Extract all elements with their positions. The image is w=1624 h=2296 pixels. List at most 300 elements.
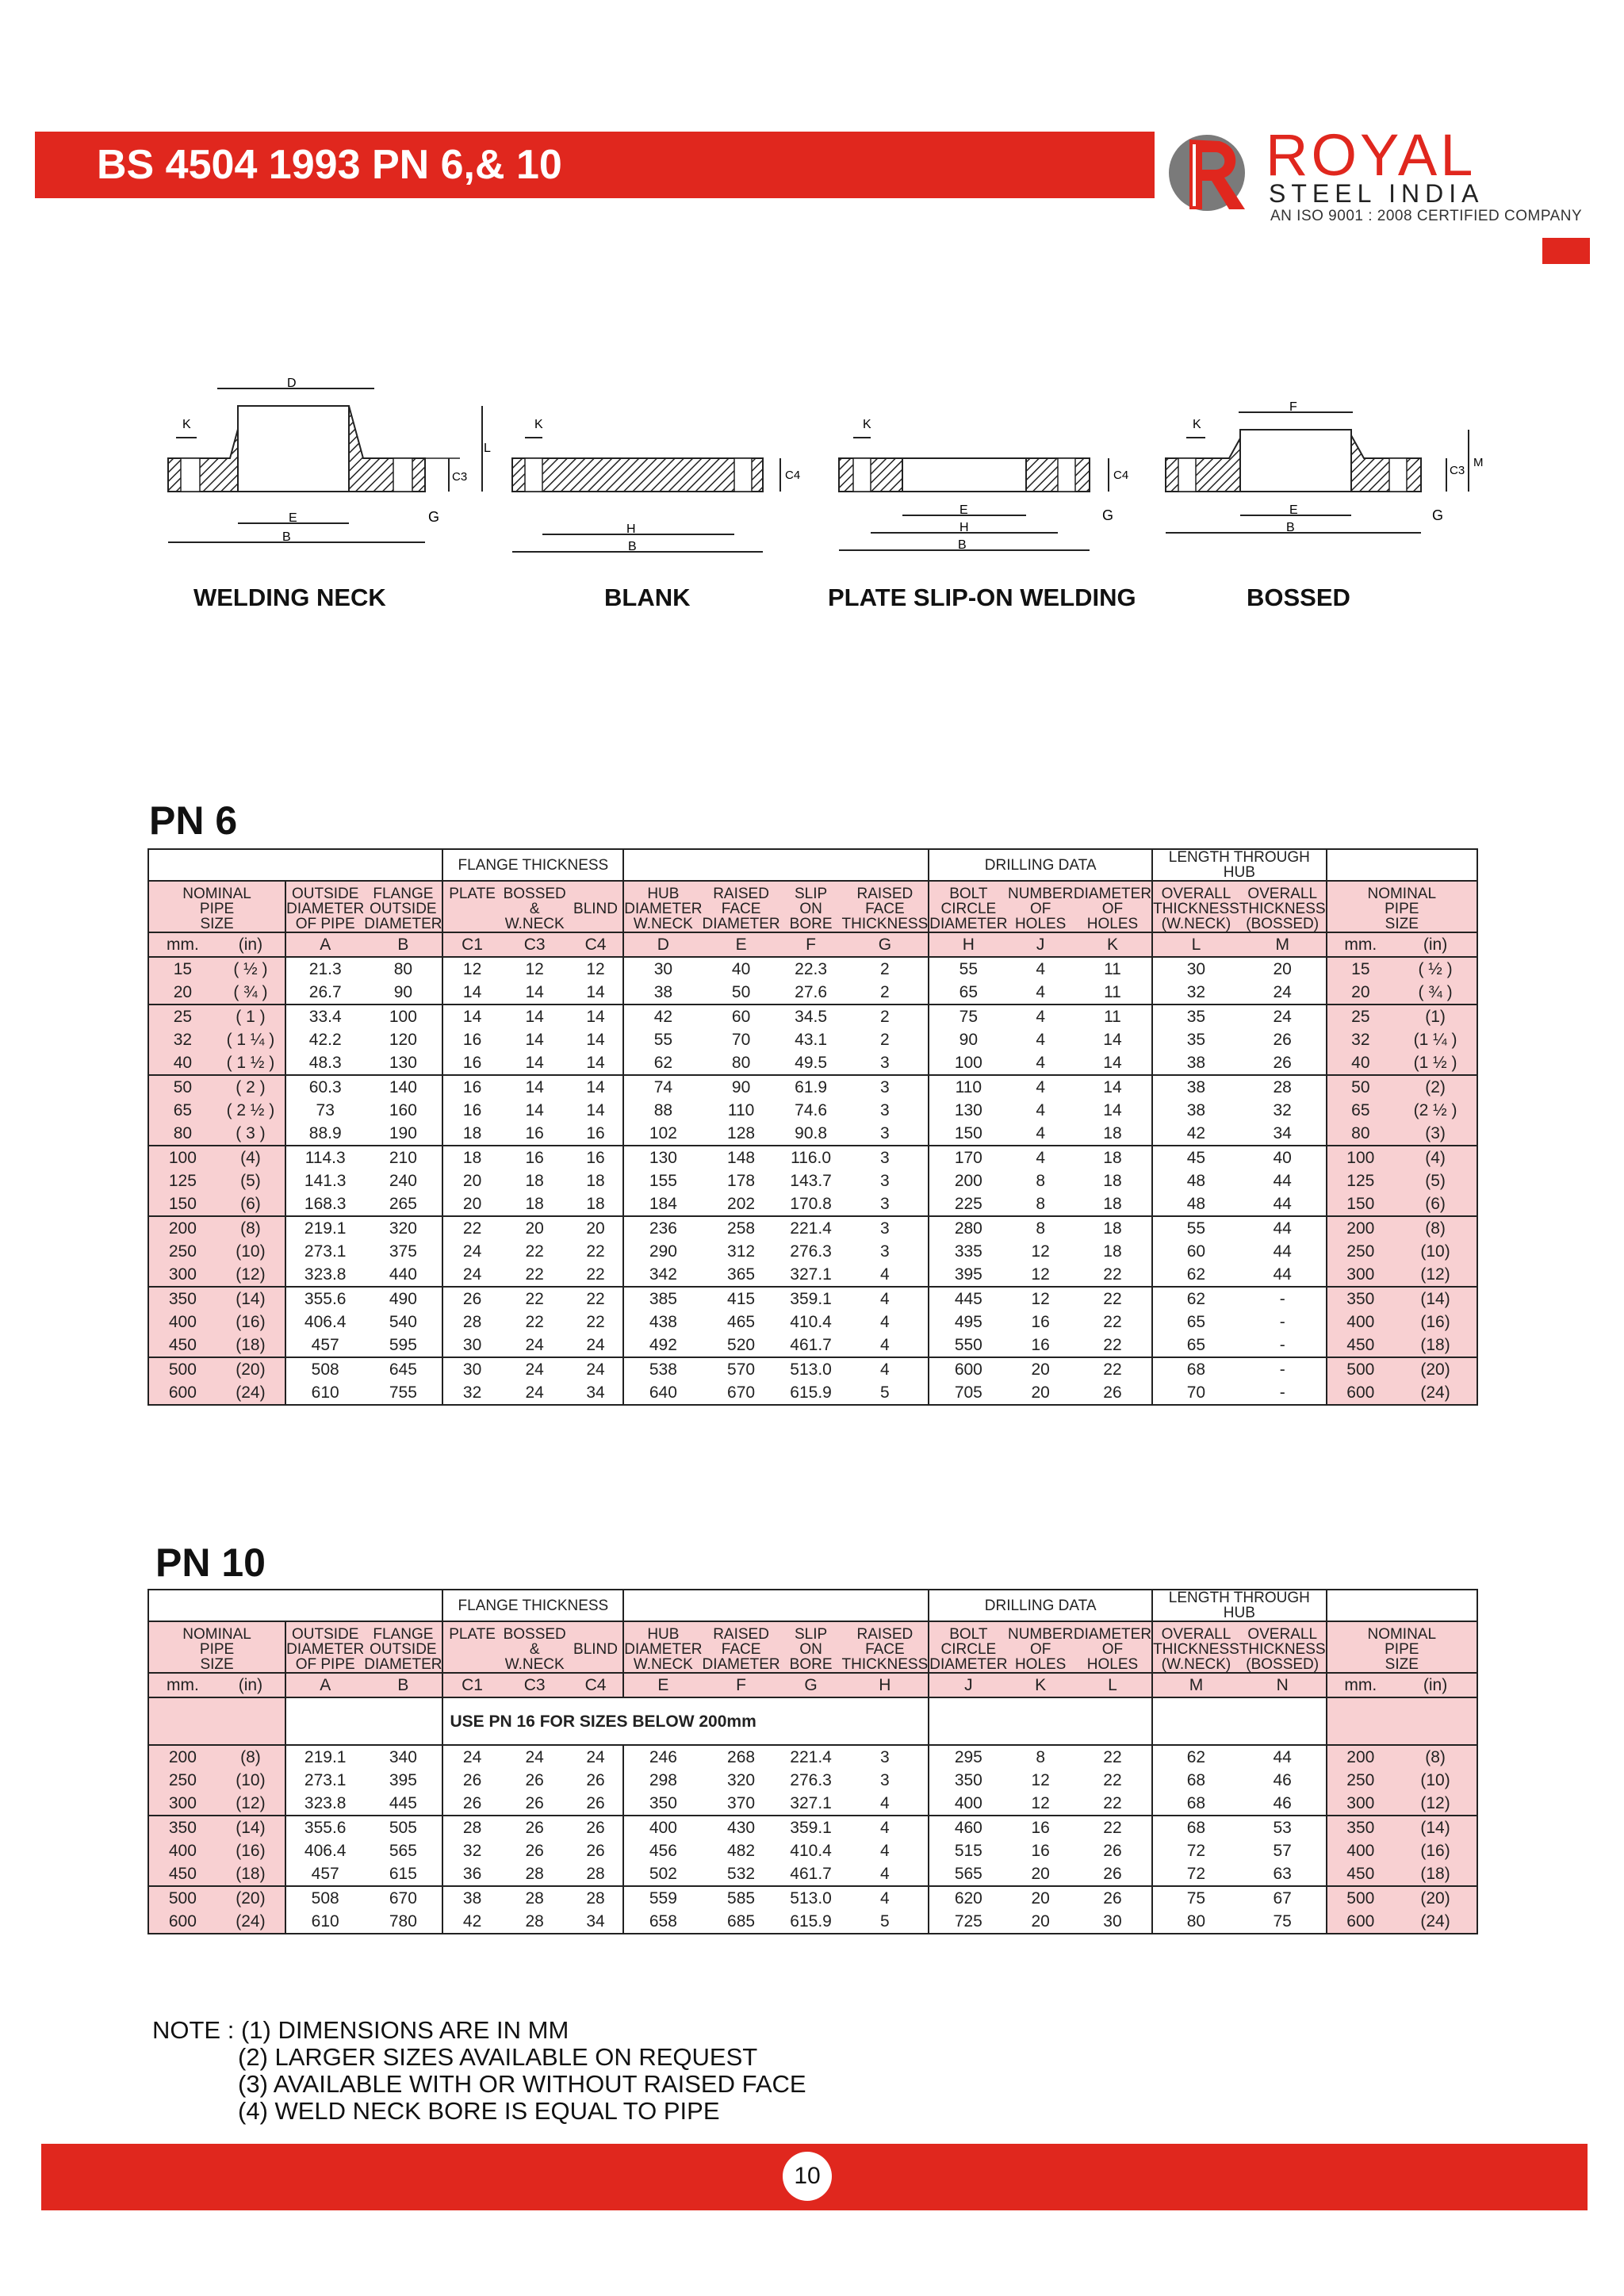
table-cell: 20	[1007, 1910, 1073, 1934]
column-letter: C4	[569, 932, 624, 957]
table-cell: 258	[702, 1216, 779, 1240]
table-cell: 600	[148, 1910, 216, 1934]
group-drilling-data: DRILLING DATA	[929, 849, 1152, 881]
table-cell: 73	[285, 1099, 364, 1122]
table-cell: (1 ¼ )	[1394, 1028, 1477, 1051]
table-cell: 16	[1007, 1334, 1073, 1357]
group-drilling-data: DRILLING DATA	[929, 1590, 1152, 1621]
table-cell: (14)	[216, 1816, 285, 1839]
table-cell: 62	[623, 1051, 702, 1075]
table-cell: 406.4	[285, 1839, 364, 1862]
table-cell: (18)	[216, 1862, 285, 1886]
head-bossed-wneck: BOSSED & W.NECK	[501, 1621, 569, 1673]
table-cell: 4	[842, 1886, 929, 1910]
table-cell: 615.9	[780, 1910, 842, 1934]
table-cell: 20	[1327, 981, 1395, 1004]
table-cell: 18	[1074, 1146, 1152, 1169]
table-cell: 513.0	[780, 1357, 842, 1381]
table-row	[148, 1769, 1477, 1792]
table-cell: 24	[501, 1381, 569, 1405]
table-cell: 4	[1007, 1051, 1073, 1075]
svg-text:B: B	[958, 538, 967, 552]
note-4: (4) WELD NECK BORE IS EQUAL TO PIPE	[238, 2097, 720, 2125]
table-cell: 40	[1327, 1051, 1395, 1075]
table-cell: 400	[929, 1792, 1007, 1816]
column-letter: M	[1152, 1673, 1239, 1697]
table-cell: 200	[148, 1745, 216, 1769]
table-cell: 34	[569, 1381, 624, 1405]
table-cell: 22	[1074, 1816, 1152, 1839]
head-number-of-holes: NUMBER OF HOLES	[1007, 881, 1073, 932]
table-cell: 461.7	[780, 1862, 842, 1886]
table-cell: 33.4	[285, 1004, 364, 1028]
table-cell: 32	[442, 1381, 500, 1405]
table-cell: 300	[1327, 1263, 1395, 1287]
table-cell: 120	[364, 1028, 442, 1051]
logo-r-icon	[1162, 124, 1258, 219]
table-cell: 200	[1327, 1745, 1395, 1769]
table-cell: 20	[442, 1169, 500, 1192]
table-cell: 14	[1074, 1028, 1152, 1051]
table-cell: 30	[442, 1334, 500, 1357]
table-cell: 12	[1007, 1769, 1073, 1792]
table-cell: -	[1239, 1287, 1327, 1311]
table-cell: ( 1 ½ )	[216, 1051, 285, 1075]
table-row	[148, 1334, 1477, 1357]
table-cell: 26	[501, 1769, 569, 1792]
table-cell: 4	[842, 1792, 929, 1816]
table-cell: 298	[623, 1769, 702, 1792]
table-cell: 42	[1152, 1122, 1239, 1146]
table-cell: 20	[442, 1192, 500, 1216]
table-cell: 570	[702, 1357, 779, 1381]
table-cell: 3	[842, 1216, 929, 1240]
head-overall-thickness-wneck: OVERALL THICKNESS (W.NECK)	[1152, 1621, 1239, 1673]
table-cell: 450	[148, 1334, 216, 1357]
table-cell: 150	[1327, 1192, 1395, 1216]
table-cell: 273.1	[285, 1240, 364, 1263]
table-cell: 395	[364, 1769, 442, 1792]
table-row	[148, 981, 1477, 1004]
table-cell: 3	[842, 1769, 929, 1792]
table-cell: 75	[1152, 1886, 1239, 1910]
table-cell: 32	[1239, 1099, 1327, 1122]
column-letter: E	[702, 932, 779, 957]
table-cell: 4	[1007, 957, 1073, 981]
table-cell: 18	[442, 1122, 500, 1146]
table-cell: 502	[623, 1862, 702, 1886]
table-cell: (8)	[1394, 1745, 1477, 1769]
pn6-column-letters	[148, 932, 1477, 957]
table-cell: 22	[1074, 1287, 1152, 1311]
table-cell: 440	[364, 1263, 442, 1287]
table-cell: (24)	[1394, 1381, 1477, 1405]
table-cell: (6)	[1394, 1192, 1477, 1216]
table-cell: 150	[148, 1192, 216, 1216]
table-cell: 645	[364, 1357, 442, 1381]
table-cell: 26	[1239, 1051, 1327, 1075]
table-cell: 26	[569, 1839, 624, 1862]
table-row	[148, 1910, 1477, 1934]
table-cell: (24)	[216, 1910, 285, 1934]
svg-text:D: D	[287, 377, 297, 390]
table-cell: 4	[1007, 1028, 1073, 1051]
table-cell: 8	[1007, 1169, 1073, 1192]
table-cell: 355.6	[285, 1287, 364, 1311]
table-cell: 250	[1327, 1240, 1395, 1263]
table-cell: 492	[623, 1334, 702, 1357]
table-cell: (2)	[1394, 1075, 1477, 1099]
table-cell: 38	[1152, 1099, 1239, 1122]
table-cell: (10)	[1394, 1769, 1477, 1792]
group-flange-thickness: FLANGE THICKNESS	[442, 849, 623, 881]
svg-text:E: E	[1289, 503, 1298, 517]
table-cell: 513.0	[780, 1886, 842, 1910]
table-cell: 323.8	[285, 1263, 364, 1287]
table-cell: 21.3	[285, 957, 364, 981]
table-cell: (12)	[216, 1263, 285, 1287]
table-cell: 38	[1152, 1051, 1239, 1075]
table-cell: 515	[929, 1839, 1007, 1862]
table-cell: 16	[442, 1099, 500, 1122]
table-cell: 80	[1152, 1910, 1239, 1934]
table-cell: 359.1	[780, 1287, 842, 1311]
head-bolt-circle-diameter: BOLT CIRCLE DIAMETER	[929, 881, 1007, 932]
head-blind: BLIND	[569, 1621, 624, 1673]
table-cell: 16	[1007, 1311, 1073, 1334]
table-cell: 14	[569, 1028, 624, 1051]
table-row	[148, 1287, 1477, 1311]
table-cell: 90	[364, 981, 442, 1004]
table-cell: 184	[623, 1192, 702, 1216]
table-cell: 540	[364, 1311, 442, 1334]
head-plate: PLATE	[442, 881, 500, 932]
head-overall-thickness-wneck: OVERALL THICKNESS (W.NECK)	[1152, 881, 1239, 932]
table-cell: (18)	[1394, 1334, 1477, 1357]
table-cell: 22.3	[780, 957, 842, 981]
table-cell: ( ¾ )	[1394, 981, 1477, 1004]
table-cell: 65	[1152, 1334, 1239, 1357]
table-cell: 350	[1327, 1816, 1395, 1839]
table-cell: 20	[1007, 1381, 1073, 1405]
table-cell: 30	[1074, 1910, 1152, 1934]
table-cell: 14	[1074, 1099, 1152, 1122]
table-cell: 200	[1327, 1216, 1395, 1240]
table-cell: 350	[929, 1769, 1007, 1792]
table-cell: 20	[1007, 1886, 1073, 1910]
svg-text:K: K	[534, 418, 543, 431]
page-title: BS 4504 1993 PN 6,& 10	[97, 142, 562, 188]
table-cell: 16	[442, 1075, 500, 1099]
table-cell: 400	[148, 1839, 216, 1862]
table-cell: -	[1239, 1381, 1327, 1405]
table-cell: (8)	[216, 1745, 285, 1769]
table-cell: 14	[569, 1051, 624, 1075]
table-cell: 26	[501, 1816, 569, 1839]
accent-square	[1542, 238, 1590, 264]
table-cell: 705	[929, 1381, 1007, 1405]
table-cell: (20)	[1394, 1886, 1477, 1910]
table-cell: 32	[1152, 981, 1239, 1004]
table-cell: (3)	[1394, 1122, 1477, 1146]
head-raised-face-diameter: RAISED FACE DIAMETER	[702, 1621, 779, 1673]
table-cell: 68	[1152, 1816, 1239, 1839]
pn10-column-letters	[148, 1673, 1477, 1697]
table-cell: ( ½ )	[216, 957, 285, 981]
table-cell: 460	[929, 1816, 1007, 1839]
table-cell: 65	[929, 981, 1007, 1004]
table-row	[148, 1004, 1477, 1028]
table-cell: 34.5	[780, 1004, 842, 1028]
table-cell: 250	[148, 1769, 216, 1792]
table-cell: 18	[501, 1192, 569, 1216]
table-cell: 410.4	[780, 1839, 842, 1862]
table-cell: 130	[623, 1146, 702, 1169]
table-cell: 300	[148, 1263, 216, 1287]
table-cell: 550	[929, 1334, 1007, 1357]
table-cell: 370	[702, 1792, 779, 1816]
table-cell: 12	[1007, 1287, 1073, 1311]
table-cell: 615	[364, 1862, 442, 1886]
head-outside-diameter-pipe: OUTSIDE DIAMETER OF PIPE	[285, 881, 364, 932]
table-cell: 14	[501, 1004, 569, 1028]
table-cell: 2	[842, 957, 929, 981]
table-cell: 72	[1152, 1839, 1239, 1862]
head-bolt-circle-diameter: BOLT CIRCLE DIAMETER	[929, 1621, 1007, 1673]
table-cell: 18	[1074, 1169, 1152, 1192]
table-cell: 490	[364, 1287, 442, 1311]
column-letter: K	[1074, 932, 1152, 957]
table-cell: 4	[842, 1263, 929, 1287]
table-cell: 35	[1152, 1004, 1239, 1028]
table-cell: 18	[501, 1169, 569, 1192]
table-cell: (12)	[1394, 1263, 1477, 1287]
diagram-label-blank: BLANK	[604, 584, 691, 611]
table-cell: 125	[148, 1169, 216, 1192]
note-3: (3) AVAILABLE WITH OR WITHOUT RAISED FACE	[238, 2070, 806, 2098]
table-cell: 90	[702, 1075, 779, 1099]
table-cell: 450	[148, 1862, 216, 1886]
table-cell: 38	[442, 1886, 500, 1910]
column-letter: mm.	[1327, 932, 1395, 957]
table-cell: 375	[364, 1240, 442, 1263]
table-cell: (20)	[1394, 1357, 1477, 1381]
table-cell: 26	[501, 1792, 569, 1816]
table-cell: (16)	[1394, 1311, 1477, 1334]
diagram-label-plate-slip-on: PLATE SLIP-ON WELDING	[828, 584, 1136, 611]
table-cell: 27.6	[780, 981, 842, 1004]
table-cell: 250	[1327, 1769, 1395, 1792]
table-cell: 102	[623, 1122, 702, 1146]
head-overall-thickness-bossed: OVERALL THICKNESS (BOSSED)	[1239, 1621, 1327, 1673]
table-cell: 61.9	[780, 1075, 842, 1099]
table-cell: 500	[148, 1357, 216, 1381]
table-cell: 65	[1327, 1099, 1395, 1122]
table-cell: 538	[623, 1357, 702, 1381]
table-cell: 60.3	[285, 1075, 364, 1099]
table-cell: 70	[1152, 1381, 1239, 1405]
table-cell: 178	[702, 1169, 779, 1192]
table-cell: 22	[569, 1263, 624, 1287]
table-cell: 190	[364, 1122, 442, 1146]
table-cell: 68	[1152, 1357, 1239, 1381]
table-cell: (5)	[1394, 1169, 1477, 1192]
column-letter: (in)	[1394, 932, 1477, 957]
table-cell: 70	[702, 1028, 779, 1051]
group-length-through-hub: LENGTH THROUGH HUB	[1152, 849, 1327, 881]
table-cell: (5)	[216, 1169, 285, 1192]
table-cell: 595	[364, 1334, 442, 1357]
table-cell: 18	[1074, 1240, 1152, 1263]
note-1: NOTE : (1) DIMENSIONS ARE IN MM	[152, 2016, 569, 2044]
table-cell: 34	[569, 1910, 624, 1934]
note-2: (2) LARGER SIZES AVAILABLE ON REQUEST	[238, 2043, 758, 2071]
table-cell: 141.3	[285, 1169, 364, 1192]
table-cell: 445	[929, 1287, 1007, 1311]
logo-wordmark: ROYAL	[1266, 122, 1477, 188]
table-cell: 60	[702, 1004, 779, 1028]
table-cell: 456	[623, 1839, 702, 1862]
table-cell: 532	[702, 1862, 779, 1886]
table-cell: 3	[842, 1240, 929, 1263]
table-cell: (10)	[216, 1240, 285, 1263]
table-cell: 24	[1239, 1004, 1327, 1028]
table-cell: 12	[1007, 1792, 1073, 1816]
pn10-note-row	[148, 1697, 1477, 1745]
table-cell: 3	[842, 1169, 929, 1192]
table-cell: -	[1239, 1334, 1327, 1357]
table-cell: 14	[569, 1075, 624, 1099]
table-cell: 3	[842, 1075, 929, 1099]
table-cell: 28	[501, 1886, 569, 1910]
table-cell: 280	[929, 1216, 1007, 1240]
table-cell: 45	[1152, 1146, 1239, 1169]
diagram-label-welding-neck: WELDING NECK	[193, 584, 386, 611]
table-cell: 202	[702, 1192, 779, 1216]
column-letter: C3	[501, 1673, 569, 1697]
svg-text:B: B	[282, 530, 291, 544]
table-cell: 170.8	[780, 1192, 842, 1216]
table-cell: 221.4	[780, 1745, 842, 1769]
table-cell: 445	[364, 1792, 442, 1816]
table-cell: 60	[1152, 1240, 1239, 1263]
table-cell: (18)	[1394, 1862, 1477, 1886]
table-cell: 221.4	[780, 1216, 842, 1240]
table-cell: 520	[702, 1334, 779, 1357]
table-cell: 559	[623, 1886, 702, 1910]
table-cell: 505	[364, 1816, 442, 1839]
table-cell: 28	[501, 1910, 569, 1934]
table-cell: 3	[842, 1192, 929, 1216]
table-cell: 128	[702, 1122, 779, 1146]
table-cell: 22	[501, 1287, 569, 1311]
table-cell: (14)	[1394, 1287, 1477, 1311]
table-cell: 8	[1007, 1192, 1073, 1216]
column-letter: L	[1074, 1673, 1152, 1697]
column-letter: C3	[501, 932, 569, 957]
table-cell: 4	[1007, 1099, 1073, 1122]
table-row	[148, 1099, 1477, 1122]
table-cell: 48	[1152, 1192, 1239, 1216]
logo-tagline: STEEL INDIA	[1269, 179, 1484, 208]
table-cell: 55	[929, 957, 1007, 981]
table-cell: 24	[442, 1745, 500, 1769]
table-cell: 20	[1007, 1862, 1073, 1886]
head-nominal-pipe-size: NOMINAL PIPE SIZE	[148, 881, 285, 932]
table-cell: 80	[1327, 1122, 1395, 1146]
table-cell: 225	[929, 1192, 1007, 1216]
table-cell: ( 1 ¼ )	[216, 1028, 285, 1051]
table-cell: 14	[1074, 1075, 1152, 1099]
table-cell: 24	[1239, 981, 1327, 1004]
column-letter: F	[780, 932, 842, 957]
head-overall-thickness-bossed: OVERALL THICKNESS (BOSSED)	[1239, 881, 1327, 932]
table-cell: 359.1	[780, 1816, 842, 1839]
table-cell: 236	[623, 1216, 702, 1240]
pn6-header-row	[148, 881, 1477, 932]
table-cell: 24	[501, 1334, 569, 1357]
table-cell: 400	[1327, 1311, 1395, 1334]
table-row	[148, 1169, 1477, 1192]
table-cell: 75	[929, 1004, 1007, 1028]
table-cell: 610	[285, 1381, 364, 1405]
svg-text:G: G	[428, 509, 440, 525]
table-cell: 15	[1327, 957, 1395, 981]
table-cell: 44	[1239, 1216, 1327, 1240]
pn10-use-pn16-note: USE PN 16 FOR SIZES BELOW 200mm	[442, 1697, 929, 1745]
table-cell: 26	[1074, 1862, 1152, 1886]
table-cell: ( 2 ½ )	[216, 1099, 285, 1122]
table-cell: 4	[842, 1816, 929, 1839]
svg-text:C3: C3	[1450, 464, 1465, 477]
table-cell: 55	[623, 1028, 702, 1051]
table-cell: (16)	[216, 1311, 285, 1334]
table-cell: 16	[442, 1051, 500, 1075]
table-cell: 465	[702, 1311, 779, 1334]
table-cell: 11	[1074, 981, 1152, 1004]
table-cell: 4	[842, 1287, 929, 1311]
table-cell: 585	[702, 1886, 779, 1910]
head-blind: BLIND	[569, 881, 624, 932]
table-row	[148, 1816, 1477, 1839]
svg-text:K: K	[863, 418, 871, 431]
table-cell: 755	[364, 1381, 442, 1405]
table-cell: 4	[842, 1839, 929, 1862]
table-cell: 26	[442, 1769, 500, 1792]
table-cell: 200	[148, 1216, 216, 1240]
column-letter: L	[1152, 932, 1239, 957]
table-cell: 365	[702, 1263, 779, 1287]
table-cell: 34	[1239, 1122, 1327, 1146]
head-raised-face-thickness: RAISED FACE THICKNESS	[842, 1621, 929, 1673]
pn6-title: PN 6	[149, 798, 238, 843]
table-cell: 160	[364, 1099, 442, 1122]
table-row	[148, 1862, 1477, 1886]
table-cell: 3	[842, 1099, 929, 1122]
table-cell: (8)	[216, 1216, 285, 1240]
table-row	[148, 1192, 1477, 1216]
table-cell: 508	[285, 1357, 364, 1381]
column-letter: K	[1007, 1673, 1073, 1697]
table-cell: 74.6	[780, 1099, 842, 1122]
table-cell: 26	[569, 1792, 624, 1816]
head-hub-diameter: HUB DIAMETER W.NECK	[623, 881, 702, 932]
table-row	[148, 1792, 1477, 1816]
table-cell: 50	[702, 981, 779, 1004]
table-cell: (1 ½ )	[1394, 1051, 1477, 1075]
table-cell: 40	[148, 1051, 216, 1075]
table-cell: 12	[1007, 1263, 1073, 1287]
